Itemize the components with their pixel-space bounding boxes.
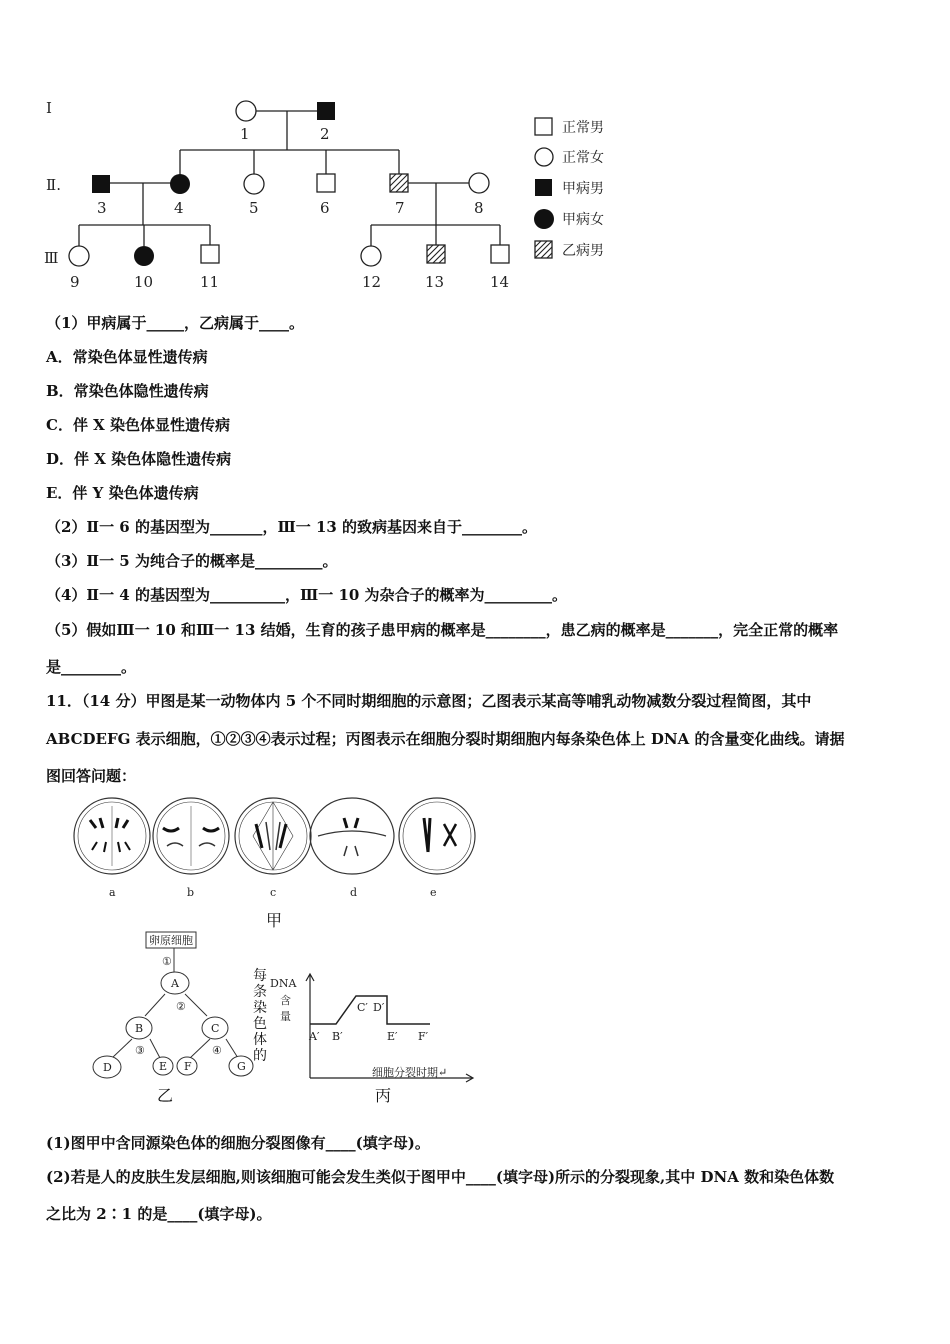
yi-cell-f: F — [184, 1060, 192, 1073]
cell-d-diagram — [310, 798, 394, 874]
individual-8-normal-female — [469, 173, 489, 193]
number-10: 10 — [134, 273, 154, 291]
legend-normal-female-icon — [535, 148, 553, 166]
number-2: 2 — [320, 125, 330, 143]
bing-ylabel-vertical: 每条染色体的 — [253, 968, 267, 1064]
q10-option-a: A．常染色体显性遗传病 — [46, 348, 208, 366]
q10-sub3: （3）Ⅱ一 5 为纯合子的概率是_________。 — [46, 552, 338, 570]
figure-yi-caption: 乙 — [157, 1086, 174, 1105]
cell-label-e: e — [430, 886, 437, 899]
yi-cell-a: A — [171, 977, 179, 990]
individual-6-normal-male — [317, 174, 335, 192]
q10-option-d: D．伴 X 染色体隐性遗传病 — [46, 450, 232, 468]
individual-7-affected-male-b — [390, 174, 408, 192]
yi-step-3: ③ — [135, 1044, 145, 1057]
yi-step-1: ① — [162, 955, 172, 968]
q10-option-e: E．伴 Y 染色体遗传病 — [46, 484, 199, 502]
cell-label-a: a — [109, 886, 116, 899]
cell-a-diagram — [74, 798, 150, 874]
number-1: 1 — [240, 125, 250, 143]
yi-cell-d: D — [103, 1061, 112, 1074]
figure-yi-meiosis-tree — [85, 925, 265, 1110]
bing-ylabel-amount-2: 量 — [280, 1010, 291, 1023]
pedigree-chart — [40, 88, 640, 298]
yi-step-4: ④ — [212, 1044, 222, 1057]
legend-label-affected-male-a: 甲病男 — [562, 181, 604, 197]
legend-normal-male-icon — [535, 118, 552, 135]
individual-13-affected-male-b — [427, 245, 445, 263]
individual-10-affected-female-a — [134, 246, 154, 266]
bing-point-b: B′ — [332, 1030, 343, 1043]
figure-jia-cell-diagrams — [60, 790, 490, 935]
q11-sub1: (1)图甲中含同源染色体的细胞分裂图像有____(填字母)。 — [46, 1134, 430, 1152]
number-13: 13 — [425, 273, 445, 291]
number-9: 9 — [70, 273, 80, 291]
bing-point-a: A′ — [309, 1030, 320, 1043]
individual-3-affected-male-a — [92, 175, 110, 193]
yi-cell-g: G — [237, 1060, 246, 1073]
cell-c-diagram — [235, 798, 311, 874]
figure-bing-dna-curve — [268, 965, 483, 1105]
individual-4-affected-female-a — [170, 174, 190, 194]
legend-label-normal-male: 正常男 — [562, 120, 604, 136]
yi-cell-e: E — [159, 1060, 168, 1073]
bing-point-e: E′ — [387, 1030, 398, 1043]
individual-5-normal-female — [244, 174, 264, 194]
yi-cell-c: C — [211, 1022, 220, 1035]
number-11: 11 — [200, 273, 220, 291]
q10-sub5-line1: （5）假如Ⅲ一 10 和Ⅲ一 13 结婚，生育的孩子患甲病的概率是________，患乙病的概率是_______，完全正常的概率 — [46, 621, 839, 639]
generation-label-3: Ⅲ — [44, 249, 59, 267]
number-7: 7 — [395, 199, 405, 217]
q10-option-b: B．常染色体隐性遗传病 — [46, 382, 209, 400]
number-8: 8 — [474, 199, 484, 217]
individual-14-normal-male — [491, 245, 509, 263]
legend-affected-male-b-icon — [535, 241, 552, 258]
q10-sub2: （2）Ⅱ一 6 的基因型为_______，Ⅲ一 13 的致病基因来自于________。 — [46, 518, 538, 536]
cell-b-diagram — [153, 798, 229, 874]
bing-point-c: C′ — [357, 1001, 368, 1014]
cell-label-c: c — [270, 886, 277, 899]
cell-e-diagram — [399, 798, 475, 874]
yi-step-2: ② — [176, 1000, 186, 1013]
bing-ylabel-dna: DNA — [270, 977, 297, 990]
yi-oogonium-label: 卵原细胞 — [149, 934, 193, 947]
bing-ylabel-amount-1: 含 — [280, 994, 291, 1007]
q11-sub2-line1: (2)若是人的皮肤生发层细胞,则该细胞可能会发生类似于图甲中____(填字母)所示的分裂现象,其中 DNA 数和染色体数 — [46, 1168, 835, 1186]
number-6: 6 — [320, 199, 330, 217]
individual-9-normal-female — [69, 246, 89, 266]
legend-affected-female-a-icon — [534, 209, 554, 229]
individual-11-normal-male — [201, 245, 219, 263]
generation-label-2: Ⅱ. — [46, 176, 61, 194]
q11-intro-line2: ABCDEFG 表示细胞，①②③④表示过程；丙图表示在细胞分裂时期细胞内每条染色体上 DNA 的含量变化曲线。请据 — [46, 730, 845, 748]
yi-cell-b: B — [135, 1022, 144, 1035]
number-5: 5 — [249, 199, 259, 217]
legend-label-affected-female-a: 甲病女 — [562, 212, 604, 228]
q11-sub2-line2: 之比为 2∶1 的是____(填字母)。 — [46, 1205, 272, 1223]
figure-bing-caption: 丙 — [375, 1086, 392, 1105]
bing-point-d: D′ — [373, 1001, 385, 1014]
individual-12-normal-female — [361, 246, 381, 266]
number-4: 4 — [174, 199, 184, 217]
number-14: 14 — [490, 273, 510, 291]
generation-label-1: Ⅰ — [46, 99, 52, 117]
individual-1-normal-female — [236, 101, 256, 121]
legend-label-normal-female: 正常女 — [562, 150, 604, 166]
bing-point-f: F′ — [418, 1030, 429, 1043]
individual-2-affected-male-a — [317, 102, 335, 120]
q11-intro-line3: 图回答问题： — [46, 767, 137, 785]
cell-label-d: d — [350, 886, 358, 899]
bing-xlabel: 细胞分裂时期↵ — [372, 1066, 448, 1079]
number-3: 3 — [97, 199, 107, 217]
figure-jia-caption: 甲 — [266, 911, 283, 930]
q10-sub4: （4）Ⅱ一 4 的基因型为__________，Ⅲ一 10 为杂合子的概率为_________。 — [46, 586, 568, 604]
q11-intro-line1: 11．（14 分）甲图是某一动物体内 5 个不同时期细胞的示意图；乙图表示某高等哺乳动物减数分裂过程简图，其中 — [46, 692, 812, 710]
q10-option-c: C．伴 X 染色体显性遗传病 — [46, 416, 231, 434]
q10-sub1: （1）甲病属于_____，乙病属于____。 — [46, 314, 304, 332]
q10-sub5-line2: 是________。 — [46, 658, 137, 676]
number-12: 12 — [362, 273, 382, 291]
cell-label-b: b — [187, 886, 195, 899]
legend-label-affected-male-b: 乙病男 — [562, 243, 604, 259]
legend-affected-male-a-icon — [535, 179, 552, 196]
